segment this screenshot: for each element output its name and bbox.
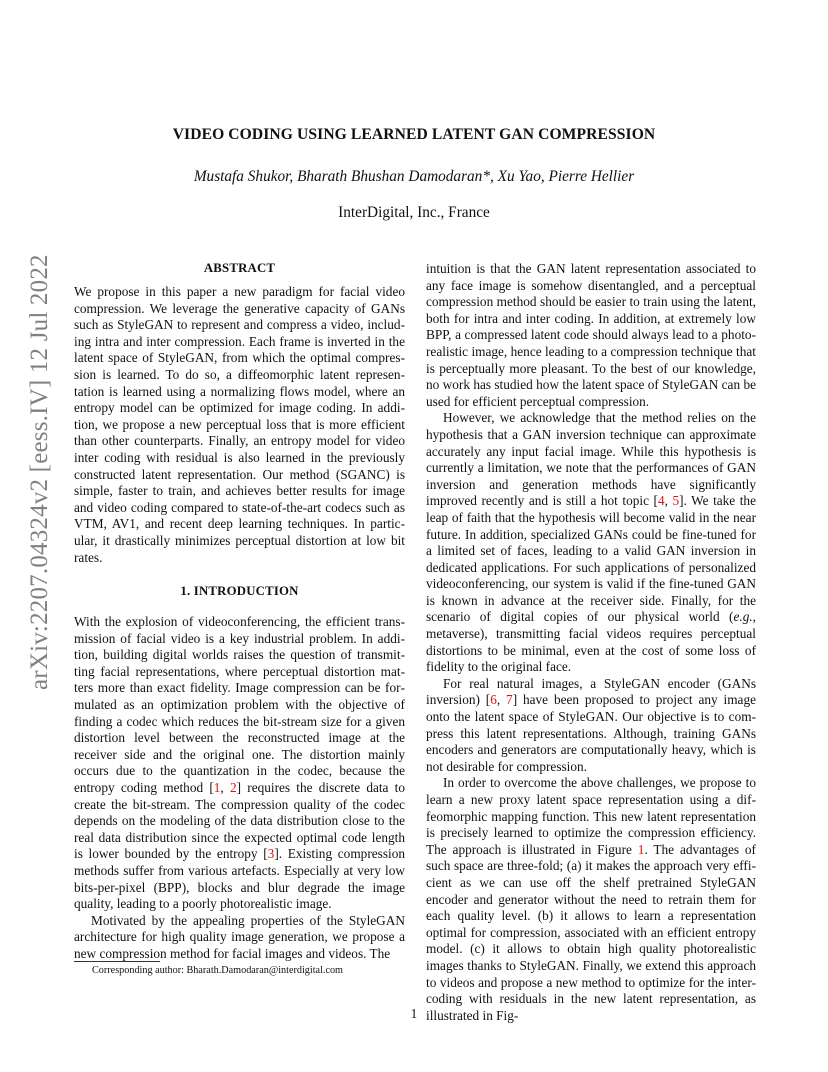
page-number: 1 bbox=[410, 1006, 418, 1021]
arxiv-stamp: arXiv:2207.04324v2 [eess.IV] 12 Jul 2022 bbox=[26, 254, 53, 690]
abstract-section bbox=[74, 284, 405, 566]
right-paragraph-3 bbox=[426, 676, 756, 776]
citation-link[interactable]: 4 bbox=[657, 493, 665, 509]
paper-authors: Mustafa Shukor, Bharath Bhushan Damodaran*, Xu Yao, Pierre Hellier bbox=[193, 168, 635, 185]
footnote-rule bbox=[74, 961, 160, 962]
footnote: Corresponding author: Bharath.Damodaran@interdigital.com bbox=[92, 965, 343, 976]
right-paragraph-2 bbox=[426, 410, 756, 676]
citation-link[interactable]: 5 bbox=[672, 493, 680, 509]
citation-link[interactable]: 6 bbox=[490, 692, 497, 708]
introduction-body bbox=[74, 614, 405, 962]
abstract-text: We propose in this paper a new paradigm for facial video compression. We leverage the generative capacity of GANs such as StyleGAN to represent and compress a video, including intra and inter compression. Each frame is inverted in the latent space of StyleGAN, from which the optimal compression is learned. To do so, a diffeomorphic latent representation is learned using a normalizing flows model, where an entropy model can be optimized for image coding. In addition, we propose a new perceptual loss that is more efficient than other counterparts. Finally, an entropy model for video inter coding with residual is also learned in the previously constructed latent representation. Our method (SGANC) is simple, faster to train, and achieves better results for image and video coding compared to state-of-the-art codecs such as VTM, AV1, and recent deep learning techniques. In particular, it drastically minimizes perceptual distortion at low bit rates. bbox=[74, 284, 405, 565]
intro-text-span: ] requires the discrete data to create the bit-stream. The compression quality of the codec depends on the modeling of the data distribution close to the real data distribution since the expected optimal code length is lower bounded by the entropy [ bbox=[74, 779, 406, 862]
intro-paragraph-1 bbox=[74, 614, 405, 913]
body-text-span: ]. We take the leap of faith that the hypothesis will become valid in the near future. In addition, specialized GANs could be fine-tuned for a limited set of faces, leading to a valid GAN inversion in dedicated applications. For such applications of personalized videoconferencing, our system is valid if the fine-tuned GAN is known in advance at the receiver side. Finally, for the scenario of digital copies of our physical world ( bbox=[426, 493, 756, 625]
figure-link[interactable]: 1 bbox=[637, 841, 645, 857]
citation-link[interactable]: 3 bbox=[267, 846, 275, 862]
body-text-span: For real natural images, a StyleGAN encoder (GANs inversion) [ bbox=[426, 675, 756, 708]
body-text-span: , metaverse), transmitting facial videos requires perceptual distortions to be minimal, even at the cost of some loss of fidelity to the original face. bbox=[426, 609, 756, 675]
right-paragraph-1: intuition is that the GAN latent representation associated to any face image is somehow disentangled, and a perceptual compression method should be easier to train using the latent, both for intra and inter coding. In addition, at extremely low BPP, a compressed latent code should always lead to a photo-realistic image, hence leading to a compression technique that is perceptually more pleasant. To the best of our knowledge, no work has studied how the latent space of StyleGAN can be used for efficient perceptual compression. bbox=[426, 261, 756, 409]
intro-text-span: ]. Existing compression methods suffer from various artefacts. Especially at very low bits-per-pixel (BPP), blocks and blur degrade the image quality, leading to a poorly photorealistic image. bbox=[74, 846, 405, 912]
right-column bbox=[426, 261, 756, 1024]
citation-separator: , bbox=[220, 779, 230, 795]
citation-link[interactable]: 7 bbox=[506, 692, 513, 708]
body-text-italic: e.g. bbox=[733, 609, 753, 625]
paper-title: VIDEO CODING USING LEARNED LATENT GAN COMPRESSION bbox=[172, 126, 656, 143]
paper-affiliation: InterDigital, Inc., France bbox=[338, 204, 490, 221]
introduction-heading: 1. INTRODUCTION bbox=[180, 584, 299, 598]
body-text-span: ] have been proposed to project any image onto the latent space of StyleGAN. Our objective is to compress this latent representations. Although, training GANs encoders and generators are computationally heavy, which is not desirable for compression. bbox=[426, 692, 757, 774]
intro-paragraph-2: Motivated by the appealing properties of the StyleGAN architecture for high quality image generation, we propose a new compression method for facial images and videos. The bbox=[74, 912, 405, 961]
body-text-span: . The advantages of such space are three-fold; (a) it makes the approach very efficient as we can use off the shelf pretrained StyleGAN encoder and generator without the need to retrain them for each quality level. (b) it allows to learn a representation optimal for compression, associated with an efficient entropy model. (c) it allows to obtain high quality photorealistic images thanks to StyleGAN. Finally, we extend this approach to videos and propose a new method to optimize for the inter-coding with residuals in the new latent representation, as illustrated in Fig- bbox=[426, 841, 756, 1023]
body-text-span: However, we acknowledge that the method relies on the hypothesis that a GAN inversion technique can approximate accurately any input facial image. While this hypothesis is currently a limitation, we note that the performances of GAN inversion and generation methods have significantly improved recently and is still a hot topic [ bbox=[426, 410, 756, 509]
citation-link[interactable]: 1 bbox=[213, 779, 221, 795]
abstract-heading: ABSTRACT bbox=[203, 261, 276, 275]
citation-link[interactable]: 2 bbox=[229, 779, 237, 795]
citation-separator: , bbox=[496, 692, 507, 708]
citation-separator: , bbox=[664, 493, 673, 509]
right-paragraph-4 bbox=[426, 775, 756, 1024]
intro-text-span: With the explosion of videoconferencing, the efficient transmission of facial video is a key industrial problem. In addition, building digital worlds raises the question of transmitting facial representations, where perceptual distortion matters more than exact fidelity. Image compression can be formulated as an optimization problem with the objective of finding a codec which reduces the bit-stream size for a given distortion level between the reconstructed image at the receiver side and the original one. The distortion mainly occurs due to the quantization in the codec, because the entropy coding method [ bbox=[74, 614, 405, 795]
body-text-span: In order to overcome the above challenges, we propose to learn a new proxy latent space representation using a diffeomorphic mapping function. This new latent representation is precisely learned to optimize the compression efficiency. The approach is illustrated in Figure bbox=[426, 775, 756, 857]
